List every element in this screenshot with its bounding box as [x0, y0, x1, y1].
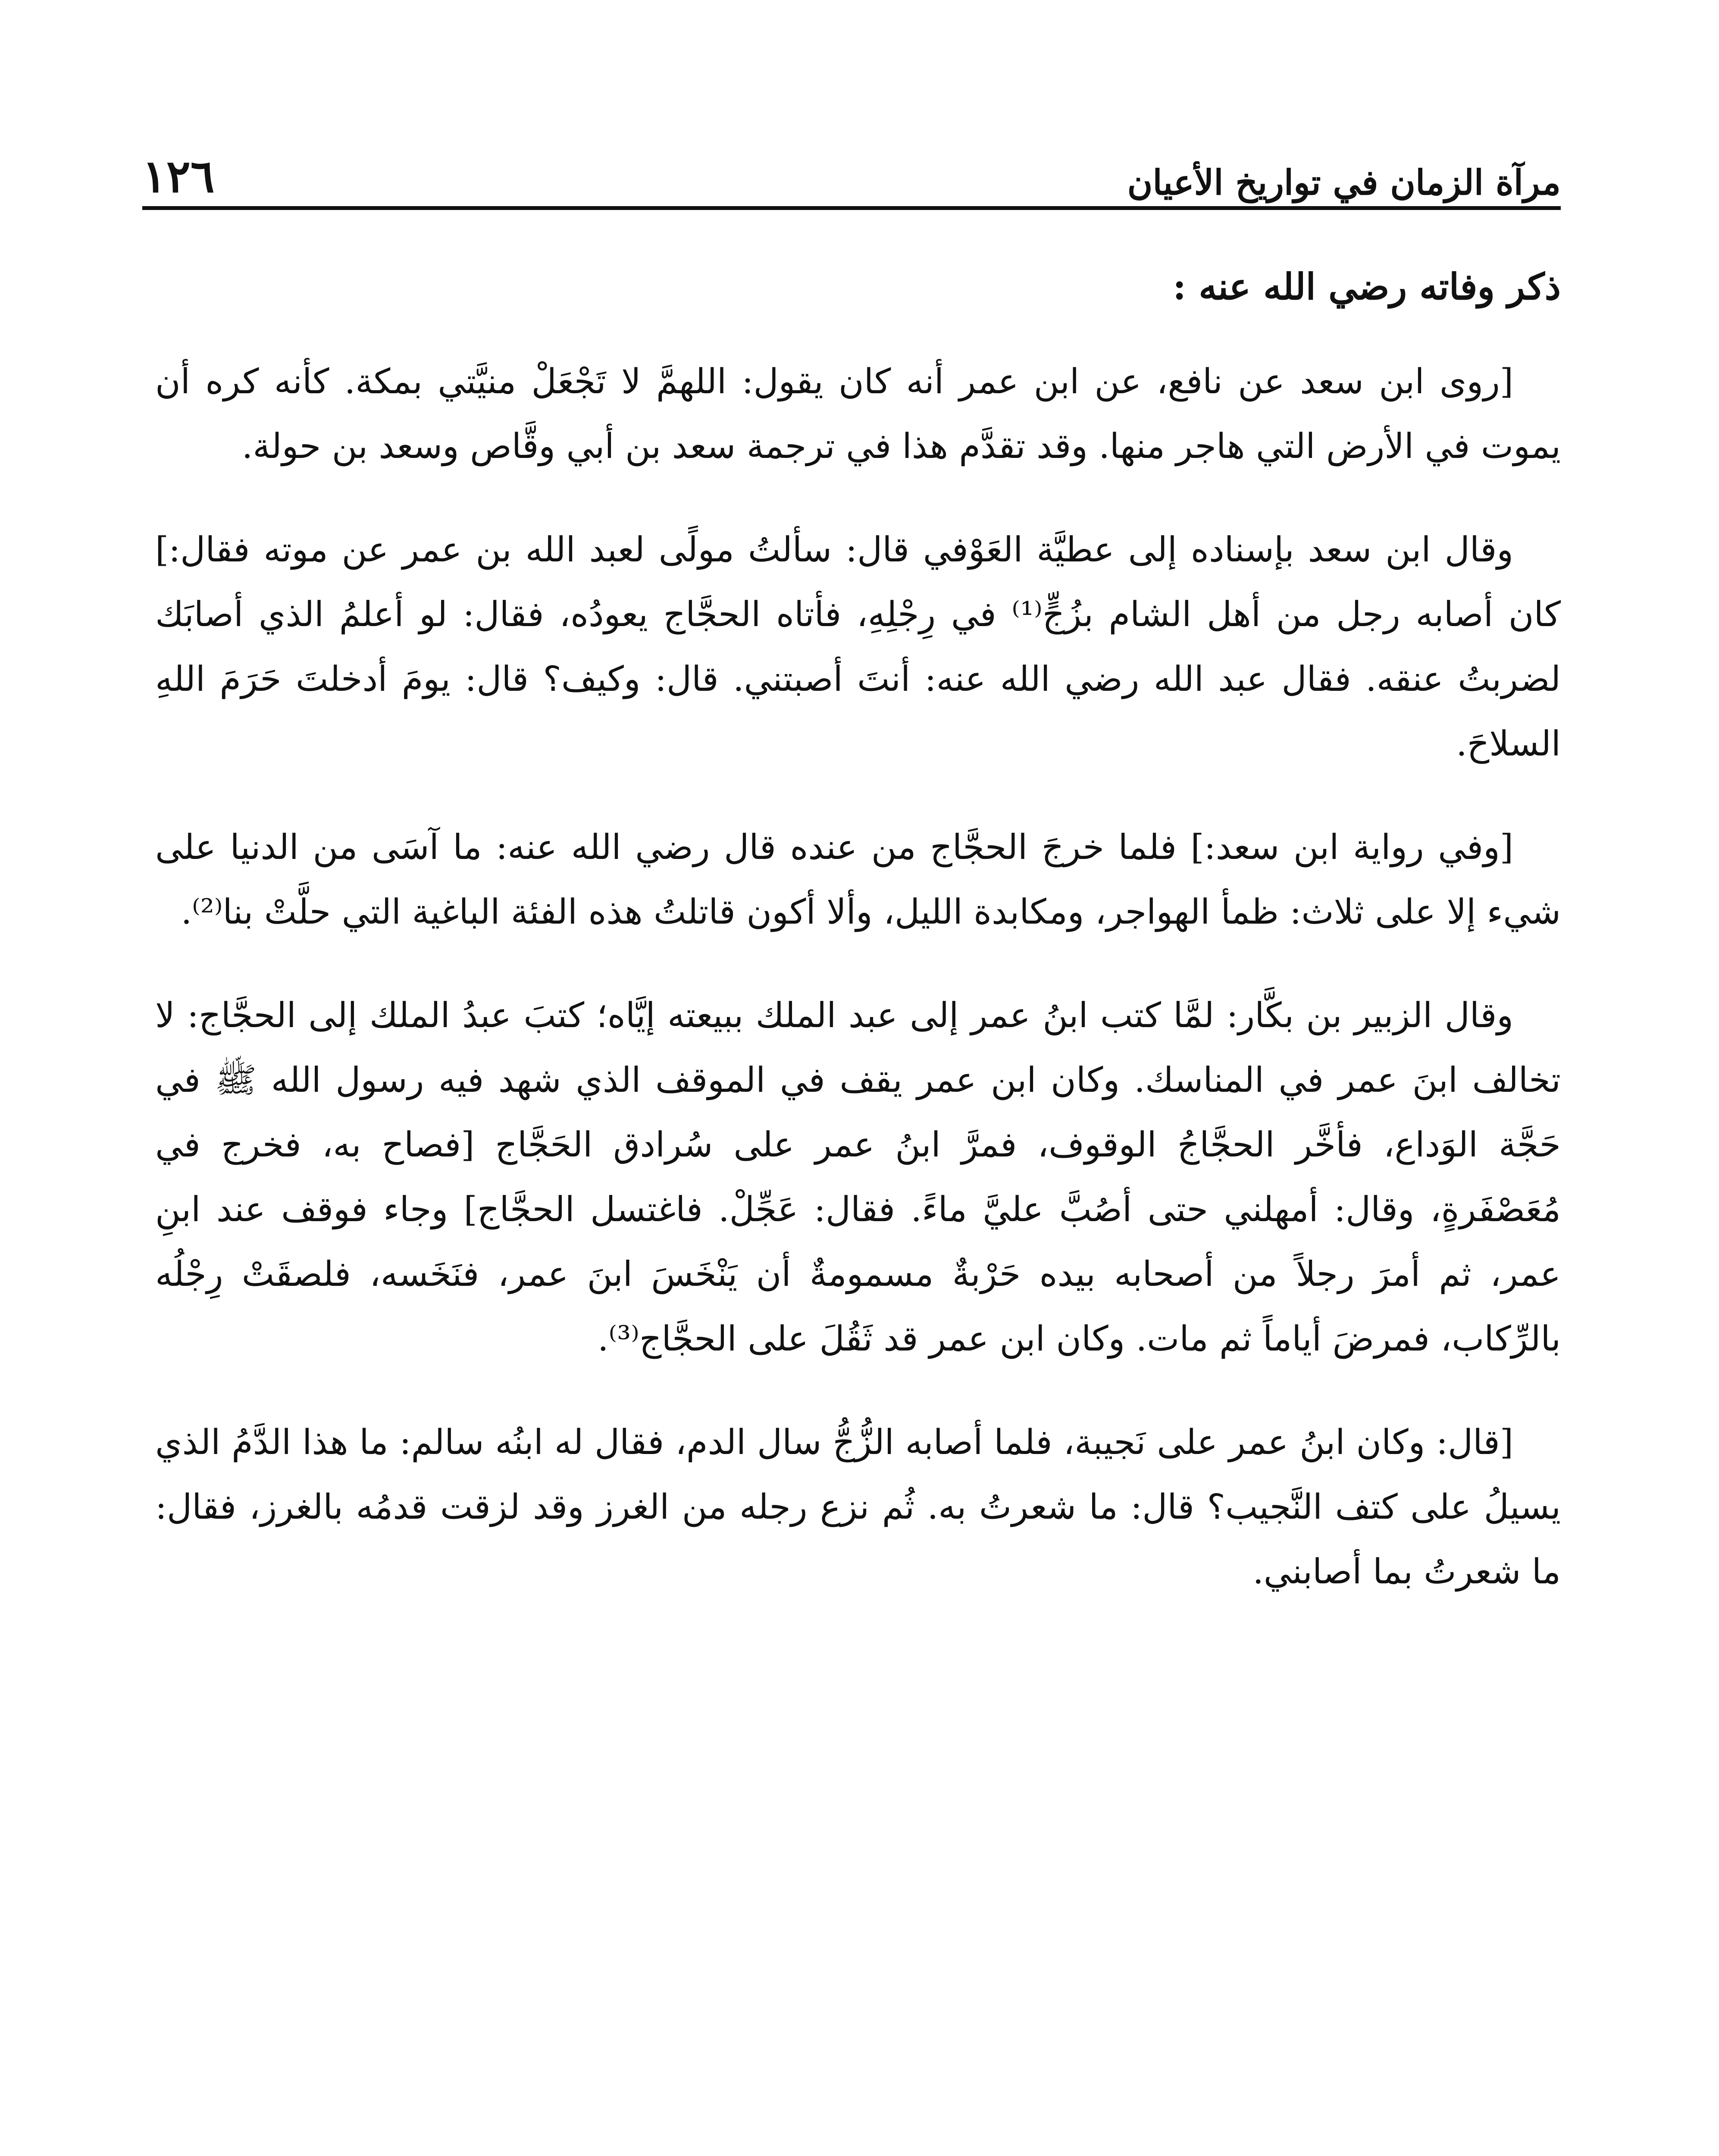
paragraph: وقال الزبير بن بكَّار: لمَّا كتب ابنُ عمر إلى عبد الملك ببيعته إيَّاه؛ كتبَ عبدُ الملك إلى الحجَّاج: لا تخالف ابنَ عمر في المناسك. وكان ابن عمر يقف في الموقف الذي شهد فيه رسول الله ﷺ في حَجَّة الوَداع، فأخَّر الحجَّاجُ الوقوف، فمرَّ ابنُ عمر على سُرادق الحَجَّاج [فصاح به، فخرج في مُعَصْفَرةٍ، وقال: أمهلني حتى أصُبَّ عليَّ ماءً. فقال: عَجِّلْ. فاغتسل الحجَّاج] وجاء فوقف عند ابنِ عمر، ثم أمرَ رجلاً من أصحابه بيده حَرْبةٌ مسمومةٌ أن يَنْخَسَ ابنَ عمر، فنَخَسه، فلصقَتْ رِجْلُه بالرِّكاب، فمرضَ أياماً ثم مات. وكان ابن عمر قد ثَقُلَ على الحجَّاج⁽³⁾. — [155, 995, 1561, 1359]
section-heading: ذكر وفاته رضي الله عنه : — [1173, 265, 1561, 308]
running-title: مرآة الزمان في تواريخ الأعيان — [1127, 162, 1561, 203]
page-header — [142, 129, 1561, 203]
main-text — [155, 254, 1561, 1643]
paragraph: [وفي رواية ابن سعد:] فلما خرجَ الحجَّاج من عنده قال رضي الله عنه: ما آسَى من الدنيا على شيء إلا على ثلاث: ظمأ الهواجر، ومكابدة الليل، وألا أكون قاتلتُ هذه الفئة الباغية التي حلَّتْ بنا⁽²⁾. — [155, 827, 1561, 932]
paragraph: [قال: وكان ابنُ عمر على نَجيبة، فلما أصابه الزُّجُّ سال الدم، فقال له ابنُه سالم: ما هذا الدَّمُ الذي يسيلُ على كتف النَّجيب؟ قال: ما شعرتُ به. ثُم نزع رجله من الغرز وقد لزقت قدمُه بالغرز، فقال: ما شعرتُ بما أصابني. — [155, 1422, 1561, 1592]
paragraph: وقال ابن سعد بإسناده إلى عطيَّة العَوْفي قال: سألتُ مولًى لعبد الله بن عمر عن موته فقال:] كان أصابه رجل من أهل الشام بزُجٍّ⁽¹⁾ في رِجْلِهِ، فأتاه الحجَّاج يعودُه، فقال: لو أعلمُ الذي أصابَك لضربتُ عنقه. فقال عبد الله رضي الله عنه: أنتَ أصبتني. قال: وكيف؟ قال: يومَ أدخلتَ حَرَمَ اللهِ السلاحَ. — [155, 530, 1561, 764]
header-divider — [142, 206, 1561, 210]
page-number: ١٢٦ — [142, 150, 215, 203]
paragraph: [روى ابن سعد عن نافع، عن ابن عمر أنه كان يقول: اللهمَّ لا تَجْعَلْ منيَّتي بمكة. كأنه كره أن يموت في الأرض التي هاجر منها. وقد تقدَّم هذا في ترجمة سعد بن أبي وقَّاص وسعد بن حولة. — [155, 361, 1561, 466]
